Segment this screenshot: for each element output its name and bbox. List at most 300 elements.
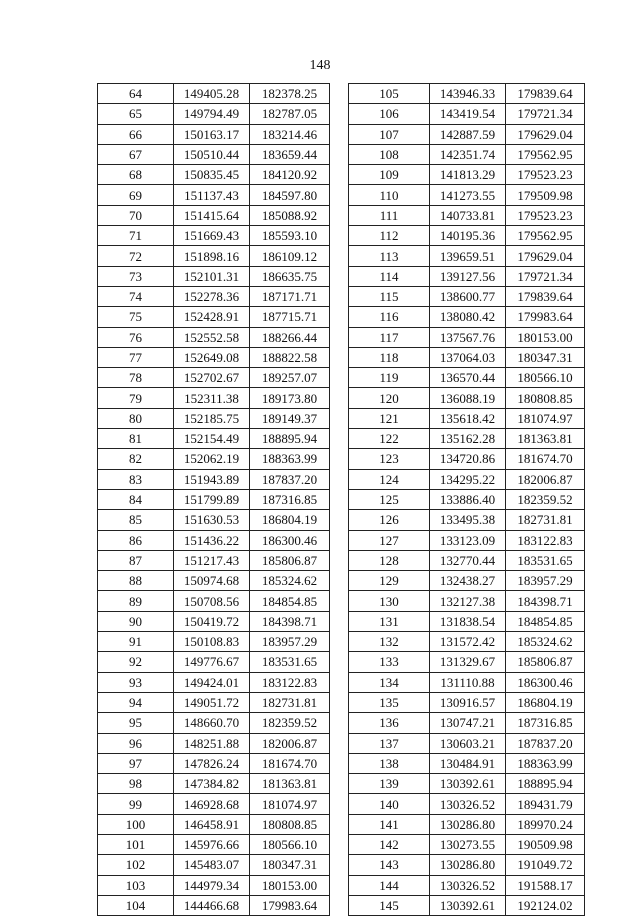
y-coordinate-cell: 180808.85 [250, 814, 330, 834]
y-coordinate-cell: 184398.71 [506, 591, 585, 611]
table-row [98, 449, 330, 469]
y-coordinate-cell: 180566.10 [506, 368, 585, 388]
table-row [349, 672, 585, 692]
table-row [98, 266, 330, 286]
x-coordinate-cell: 152154.49 [174, 429, 250, 449]
table-row [349, 307, 585, 327]
point-number-cell: 71 [98, 226, 174, 246]
x-coordinate-cell: 152552.58 [174, 327, 250, 347]
x-coordinate-cell: 152311.38 [174, 388, 250, 408]
y-coordinate-cell: 183122.83 [250, 672, 330, 692]
y-coordinate-cell: 186300.46 [506, 672, 585, 692]
y-coordinate-cell: 181674.70 [250, 753, 330, 773]
x-coordinate-cell: 146928.68 [174, 794, 250, 814]
table-row [98, 469, 330, 489]
y-coordinate-cell: 191049.72 [506, 855, 585, 875]
point-number-cell: 92 [98, 652, 174, 672]
point-number-cell: 80 [98, 408, 174, 428]
x-coordinate-cell: 130286.80 [430, 814, 506, 834]
x-coordinate-cell: 152101.31 [174, 266, 250, 286]
x-coordinate-cell: 139659.51 [430, 246, 506, 266]
point-number-cell: 127 [349, 530, 430, 550]
x-coordinate-cell: 131572.42 [430, 632, 506, 652]
table-row [349, 124, 585, 144]
y-coordinate-cell: 184597.80 [250, 185, 330, 205]
y-coordinate-cell: 180566.10 [250, 834, 330, 854]
x-coordinate-cell: 149776.67 [174, 652, 250, 672]
x-coordinate-cell: 138080.42 [430, 307, 506, 327]
x-coordinate-cell: 152062.19 [174, 449, 250, 469]
table-row [349, 875, 585, 895]
table-row [349, 368, 585, 388]
y-coordinate-cell: 182378.25 [250, 84, 330, 104]
point-number-cell: 110 [349, 185, 430, 205]
y-coordinate-cell: 187171.71 [250, 286, 330, 306]
table-row [98, 611, 330, 631]
x-coordinate-cell: 143419.54 [430, 104, 506, 124]
point-number-cell: 137 [349, 733, 430, 753]
point-number-cell: 76 [98, 327, 174, 347]
x-coordinate-cell: 151898.16 [174, 246, 250, 266]
point-number-cell: 67 [98, 144, 174, 164]
point-number-cell: 115 [349, 286, 430, 306]
point-number-cell: 78 [98, 368, 174, 388]
table-row [349, 144, 585, 164]
table-row [349, 226, 585, 246]
point-number-cell: 131 [349, 611, 430, 631]
x-coordinate-cell: 148251.88 [174, 733, 250, 753]
x-coordinate-cell: 149051.72 [174, 692, 250, 712]
table-row [98, 591, 330, 611]
x-coordinate-cell: 131329.67 [430, 652, 506, 672]
y-coordinate-cell: 182787.05 [250, 104, 330, 124]
point-number-cell: 119 [349, 368, 430, 388]
point-number-cell: 89 [98, 591, 174, 611]
y-coordinate-cell: 186300.46 [250, 530, 330, 550]
x-coordinate-cell: 152428.91 [174, 307, 250, 327]
point-number-cell: 144 [349, 875, 430, 895]
y-coordinate-cell: 182359.52 [506, 489, 585, 509]
point-number-cell: 97 [98, 753, 174, 773]
x-coordinate-cell: 133495.38 [430, 510, 506, 530]
point-number-cell: 102 [98, 855, 174, 875]
x-coordinate-cell: 147826.24 [174, 753, 250, 773]
y-coordinate-cell: 183957.29 [250, 632, 330, 652]
table-row [98, 753, 330, 773]
table-row [349, 469, 585, 489]
table-row [98, 489, 330, 509]
point-number-cell: 114 [349, 266, 430, 286]
point-number-cell: 70 [98, 205, 174, 225]
x-coordinate-cell: 141813.29 [430, 165, 506, 185]
table-row [349, 84, 585, 104]
point-number-cell: 122 [349, 429, 430, 449]
y-coordinate-cell: 183122.83 [506, 530, 585, 550]
y-coordinate-cell: 190509.98 [506, 834, 585, 854]
point-number-cell: 90 [98, 611, 174, 631]
table-row [98, 165, 330, 185]
y-coordinate-cell: 185593.10 [250, 226, 330, 246]
point-number-cell: 124 [349, 469, 430, 489]
table-row [349, 774, 585, 794]
x-coordinate-cell: 135618.42 [430, 408, 506, 428]
y-coordinate-cell: 179629.04 [506, 246, 585, 266]
x-coordinate-cell: 135162.28 [430, 429, 506, 449]
y-coordinate-cell: 188895.94 [250, 429, 330, 449]
y-coordinate-cell: 179509.98 [506, 185, 585, 205]
table-row [98, 327, 330, 347]
table-row [349, 834, 585, 854]
x-coordinate-cell: 152649.08 [174, 347, 250, 367]
y-coordinate-cell: 181074.97 [506, 408, 585, 428]
point-number-cell: 77 [98, 347, 174, 367]
x-coordinate-cell: 130326.52 [430, 794, 506, 814]
y-coordinate-cell: 187837.20 [250, 469, 330, 489]
table-row [98, 692, 330, 712]
table-row [98, 713, 330, 733]
point-number-cell: 118 [349, 347, 430, 367]
y-coordinate-cell: 188363.99 [506, 753, 585, 773]
x-coordinate-cell: 132438.27 [430, 571, 506, 591]
x-coordinate-cell: 141273.55 [430, 185, 506, 205]
table-row [98, 84, 330, 104]
y-coordinate-cell: 183659.44 [250, 144, 330, 164]
x-coordinate-cell: 152702.67 [174, 368, 250, 388]
y-coordinate-cell: 180347.31 [506, 347, 585, 367]
point-number-cell: 94 [98, 692, 174, 712]
point-number-cell: 86 [98, 530, 174, 550]
x-coordinate-cell: 130286.80 [430, 855, 506, 875]
y-coordinate-cell: 192124.02 [506, 895, 585, 915]
point-number-cell: 91 [98, 632, 174, 652]
table-row [349, 855, 585, 875]
x-coordinate-cell: 130273.55 [430, 834, 506, 854]
x-coordinate-cell: 136088.19 [430, 388, 506, 408]
x-coordinate-cell: 146458.91 [174, 814, 250, 834]
y-coordinate-cell: 180347.31 [250, 855, 330, 875]
table-row [98, 530, 330, 550]
x-coordinate-cell: 145483.07 [174, 855, 250, 875]
table-row [98, 510, 330, 530]
x-coordinate-cell: 137567.76 [430, 327, 506, 347]
point-number-cell: 121 [349, 408, 430, 428]
table-row [349, 347, 585, 367]
point-number-cell: 139 [349, 774, 430, 794]
point-number-cell: 84 [98, 489, 174, 509]
x-coordinate-cell: 149794.49 [174, 104, 250, 124]
table-row [349, 104, 585, 124]
point-number-cell: 99 [98, 794, 174, 814]
point-number-cell: 107 [349, 124, 430, 144]
x-coordinate-cell: 132127.38 [430, 591, 506, 611]
table-row [349, 266, 585, 286]
table-row [349, 591, 585, 611]
table-row [98, 347, 330, 367]
x-coordinate-cell: 133886.40 [430, 489, 506, 509]
point-number-cell: 130 [349, 591, 430, 611]
table-row [98, 408, 330, 428]
x-coordinate-cell: 139127.56 [430, 266, 506, 286]
point-number-cell: 100 [98, 814, 174, 834]
y-coordinate-cell: 183531.65 [506, 550, 585, 570]
table-row [349, 895, 585, 915]
y-coordinate-cell: 187316.85 [250, 489, 330, 509]
point-number-cell: 106 [349, 104, 430, 124]
table-row [98, 652, 330, 672]
point-number-cell: 111 [349, 205, 430, 225]
point-number-cell: 142 [349, 834, 430, 854]
point-number-cell: 69 [98, 185, 174, 205]
y-coordinate-cell: 179523.23 [506, 205, 585, 225]
table-row [349, 205, 585, 225]
table-row [349, 814, 585, 834]
y-coordinate-cell: 188266.44 [250, 327, 330, 347]
table-row [349, 652, 585, 672]
x-coordinate-cell: 152185.75 [174, 408, 250, 428]
table-row [349, 429, 585, 449]
table-row [98, 307, 330, 327]
y-coordinate-cell: 181074.97 [250, 794, 330, 814]
point-number-cell: 88 [98, 571, 174, 591]
y-coordinate-cell: 191588.17 [506, 875, 585, 895]
point-number-cell: 133 [349, 652, 430, 672]
table-row [98, 104, 330, 124]
point-number-cell: 95 [98, 713, 174, 733]
point-number-cell: 72 [98, 246, 174, 266]
table-row [349, 165, 585, 185]
y-coordinate-cell: 181363.81 [250, 774, 330, 794]
point-number-cell: 98 [98, 774, 174, 794]
x-coordinate-cell: 150835.45 [174, 165, 250, 185]
y-coordinate-cell: 187316.85 [506, 713, 585, 733]
x-coordinate-cell: 134720.86 [430, 449, 506, 469]
table-row [98, 388, 330, 408]
point-number-cell: 74 [98, 286, 174, 306]
point-number-cell: 87 [98, 550, 174, 570]
point-number-cell: 82 [98, 449, 174, 469]
table-row [349, 632, 585, 652]
x-coordinate-cell: 148660.70 [174, 713, 250, 733]
x-coordinate-cell: 151799.89 [174, 489, 250, 509]
table-row [98, 571, 330, 591]
point-number-cell: 112 [349, 226, 430, 246]
table-row [98, 733, 330, 753]
y-coordinate-cell: 179983.64 [506, 307, 585, 327]
y-coordinate-cell: 179629.04 [506, 124, 585, 144]
y-coordinate-cell: 179721.34 [506, 266, 585, 286]
y-coordinate-cell: 181363.81 [506, 429, 585, 449]
point-number-cell: 135 [349, 692, 430, 712]
table-row [98, 875, 330, 895]
x-coordinate-cell: 151415.64 [174, 205, 250, 225]
table-row [349, 611, 585, 631]
y-coordinate-cell: 186109.12 [250, 246, 330, 266]
x-coordinate-cell: 130392.61 [430, 895, 506, 915]
table-row [98, 429, 330, 449]
y-coordinate-cell: 184120.92 [250, 165, 330, 185]
x-coordinate-cell: 151137.43 [174, 185, 250, 205]
point-number-cell: 132 [349, 632, 430, 652]
point-number-cell: 103 [98, 875, 174, 895]
y-coordinate-cell: 182359.52 [250, 713, 330, 733]
point-number-cell: 129 [349, 571, 430, 591]
point-number-cell: 81 [98, 429, 174, 449]
x-coordinate-cell: 130916.57 [430, 692, 506, 712]
y-coordinate-cell: 179562.95 [506, 226, 585, 246]
x-coordinate-cell: 145976.66 [174, 834, 250, 854]
y-coordinate-cell: 186635.75 [250, 266, 330, 286]
y-coordinate-cell: 183531.65 [250, 652, 330, 672]
table-row [349, 510, 585, 530]
x-coordinate-cell: 143946.33 [430, 84, 506, 104]
point-number-cell: 73 [98, 266, 174, 286]
table-row [98, 226, 330, 246]
y-coordinate-cell: 189173.80 [250, 388, 330, 408]
x-coordinate-cell: 151943.89 [174, 469, 250, 489]
x-coordinate-cell: 130326.52 [430, 875, 506, 895]
y-coordinate-cell: 184854.85 [250, 591, 330, 611]
y-coordinate-cell: 188895.94 [506, 774, 585, 794]
point-number-cell: 126 [349, 510, 430, 530]
x-coordinate-cell: 151436.22 [174, 530, 250, 550]
table-row [349, 733, 585, 753]
point-number-cell: 66 [98, 124, 174, 144]
x-coordinate-cell: 152278.36 [174, 286, 250, 306]
coordinates-table-right [348, 83, 585, 916]
y-coordinate-cell: 189257.07 [250, 368, 330, 388]
y-coordinate-cell: 181674.70 [506, 449, 585, 469]
point-number-cell: 65 [98, 104, 174, 124]
y-coordinate-cell: 182731.81 [506, 510, 585, 530]
point-number-cell: 117 [349, 327, 430, 347]
table-row [98, 286, 330, 306]
y-coordinate-cell: 183957.29 [506, 571, 585, 591]
x-coordinate-cell: 140195.36 [430, 226, 506, 246]
table-row [349, 286, 585, 306]
x-coordinate-cell: 131838.54 [430, 611, 506, 631]
point-number-cell: 136 [349, 713, 430, 733]
table-row [98, 550, 330, 570]
y-coordinate-cell: 185806.87 [506, 652, 585, 672]
x-coordinate-cell: 138600.77 [430, 286, 506, 306]
table-row [349, 753, 585, 773]
x-coordinate-cell: 150163.17 [174, 124, 250, 144]
y-coordinate-cell: 189149.37 [250, 408, 330, 428]
point-number-cell: 101 [98, 834, 174, 854]
table-row [349, 550, 585, 570]
y-coordinate-cell: 189970.24 [506, 814, 585, 834]
y-coordinate-cell: 185324.62 [506, 632, 585, 652]
y-coordinate-cell: 189431.79 [506, 794, 585, 814]
x-coordinate-cell: 151217.43 [174, 550, 250, 570]
table-row [98, 774, 330, 794]
page-number: 148 [309, 58, 331, 73]
point-number-cell: 75 [98, 307, 174, 327]
x-coordinate-cell: 142887.59 [430, 124, 506, 144]
table-row [349, 489, 585, 509]
x-coordinate-cell: 147384.82 [174, 774, 250, 794]
x-coordinate-cell: 150419.72 [174, 611, 250, 631]
point-number-cell: 116 [349, 307, 430, 327]
x-coordinate-cell: 144979.34 [174, 875, 250, 895]
point-number-cell: 104 [98, 895, 174, 915]
x-coordinate-cell: 137064.03 [430, 347, 506, 367]
y-coordinate-cell: 182006.87 [250, 733, 330, 753]
y-coordinate-cell: 184398.71 [250, 611, 330, 631]
point-number-cell: 140 [349, 794, 430, 814]
y-coordinate-cell: 179983.64 [250, 895, 330, 915]
table-row [349, 571, 585, 591]
table-row [98, 794, 330, 814]
x-coordinate-cell: 150974.68 [174, 571, 250, 591]
y-coordinate-cell: 179562.95 [506, 144, 585, 164]
table-row [98, 895, 330, 915]
y-coordinate-cell: 182006.87 [506, 469, 585, 489]
table-row [98, 185, 330, 205]
y-coordinate-cell: 182731.81 [250, 692, 330, 712]
point-number-cell: 85 [98, 510, 174, 530]
table-row [349, 246, 585, 266]
y-coordinate-cell: 188822.58 [250, 347, 330, 367]
y-coordinate-cell: 180153.00 [506, 327, 585, 347]
point-number-cell: 105 [349, 84, 430, 104]
point-number-cell: 141 [349, 814, 430, 834]
point-number-cell: 108 [349, 144, 430, 164]
y-coordinate-cell: 186804.19 [506, 692, 585, 712]
table-row [98, 144, 330, 164]
point-number-cell: 109 [349, 165, 430, 185]
table-row [349, 408, 585, 428]
x-coordinate-cell: 151630.53 [174, 510, 250, 530]
table-row [98, 632, 330, 652]
x-coordinate-cell: 142351.74 [430, 144, 506, 164]
point-number-cell: 143 [349, 855, 430, 875]
point-number-cell: 93 [98, 672, 174, 692]
x-coordinate-cell: 134295.22 [430, 469, 506, 489]
y-coordinate-cell: 179523.23 [506, 165, 585, 185]
y-coordinate-cell: 180808.85 [506, 388, 585, 408]
x-coordinate-cell: 150708.56 [174, 591, 250, 611]
point-number-cell: 128 [349, 550, 430, 570]
table-row [98, 834, 330, 854]
point-number-cell: 138 [349, 753, 430, 773]
x-coordinate-cell: 150108.83 [174, 632, 250, 652]
table-row [349, 327, 585, 347]
y-coordinate-cell: 187837.20 [506, 733, 585, 753]
y-coordinate-cell: 179721.34 [506, 104, 585, 124]
table-row [98, 814, 330, 834]
x-coordinate-cell: 144466.68 [174, 895, 250, 915]
y-coordinate-cell: 183214.46 [250, 124, 330, 144]
y-coordinate-cell: 179839.64 [506, 286, 585, 306]
table-row [98, 205, 330, 225]
y-coordinate-cell: 184854.85 [506, 611, 585, 631]
table-row [98, 246, 330, 266]
x-coordinate-cell: 131110.88 [430, 672, 506, 692]
point-number-cell: 83 [98, 469, 174, 489]
y-coordinate-cell: 188363.99 [250, 449, 330, 469]
x-coordinate-cell: 132770.44 [430, 550, 506, 570]
point-number-cell: 113 [349, 246, 430, 266]
point-number-cell: 68 [98, 165, 174, 185]
table-row [98, 124, 330, 144]
x-coordinate-cell: 151669.43 [174, 226, 250, 246]
point-number-cell: 64 [98, 84, 174, 104]
x-coordinate-cell: 130392.61 [430, 774, 506, 794]
table-row [98, 368, 330, 388]
table-row [349, 388, 585, 408]
x-coordinate-cell: 149424.01 [174, 672, 250, 692]
